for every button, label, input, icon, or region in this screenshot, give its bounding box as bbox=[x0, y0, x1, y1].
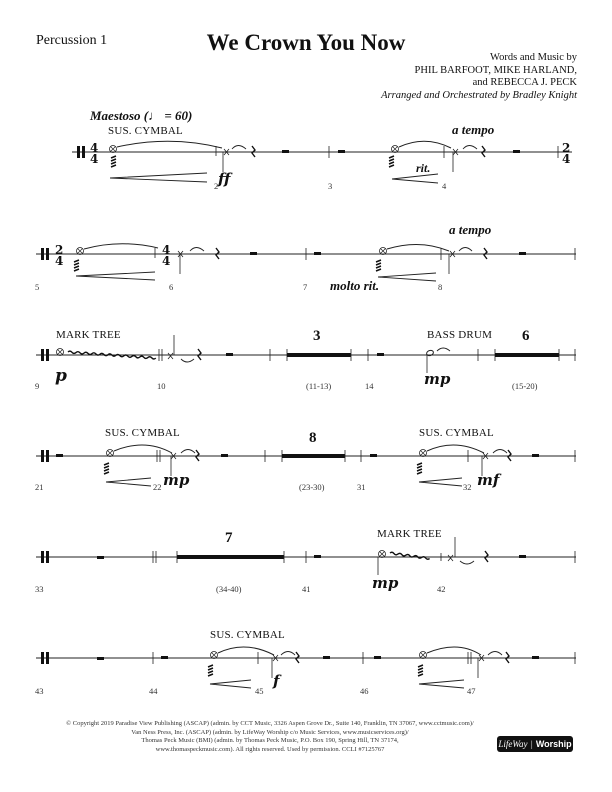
measure-number: 43 bbox=[35, 686, 44, 696]
measure-number: 41 bbox=[302, 584, 311, 594]
svg-text:4: 4 bbox=[55, 254, 64, 268]
tempo-text: Maestoso (♩ = 60) bbox=[90, 108, 193, 123]
measure-number: 4 bbox=[442, 181, 447, 191]
svg-text:2: 2 bbox=[55, 243, 64, 257]
instrument-label: SUS. CYMBAL bbox=[210, 629, 285, 641]
svg-text:4: 4 bbox=[562, 152, 571, 166]
copyright-notice bbox=[0, 720, 540, 754]
measure-number: 14 bbox=[365, 381, 374, 391]
dynamic-mf: mf bbox=[477, 471, 500, 489]
measure-number: 7 bbox=[303, 282, 308, 292]
measure-number: 46 bbox=[360, 686, 369, 696]
staff-system-3 bbox=[0, 323, 612, 393]
logo-right-text: Worship bbox=[535, 739, 572, 749]
copyright-line: Van Ness Press, Inc. (ASCAP) (admin. by LifeWay Worship c/o Music Services, www.musicservices.org)/ bbox=[131, 728, 409, 736]
measure-number: 45 bbox=[255, 686, 264, 696]
instrument-label: SUS. CYMBAL bbox=[105, 427, 180, 439]
credits-composers: PHIL BARFOOT, MIKE HARLAND, bbox=[414, 64, 577, 76]
logo-left-text: LifeWay bbox=[498, 739, 528, 749]
logo-divider: | bbox=[530, 739, 533, 749]
measure-number: 2 bbox=[214, 181, 219, 191]
multirest-range: (34-40) bbox=[216, 584, 242, 594]
lifeway-worship-logo bbox=[497, 736, 573, 752]
dynamic-ff: ff bbox=[218, 170, 231, 188]
measure-number: 32 bbox=[463, 482, 472, 492]
staff-system-1 bbox=[0, 120, 612, 200]
measure-number: 10 bbox=[157, 381, 166, 391]
measure-number: 21 bbox=[35, 482, 44, 492]
credits-composers-2: and REBECCA J. PECK bbox=[472, 77, 577, 88]
svg-text:4: 4 bbox=[90, 141, 99, 155]
multirest-count: 8 bbox=[309, 430, 317, 446]
credits-words-music: Words and Music by bbox=[490, 52, 577, 63]
multirest-count: 6 bbox=[522, 328, 530, 344]
dynamic-p: p bbox=[55, 366, 67, 386]
measure-number: 33 bbox=[35, 584, 44, 594]
staff-system-6 bbox=[0, 626, 612, 696]
svg-text:4: 4 bbox=[162, 243, 171, 257]
copyright-line: Thomas Peck Music (BMI) (admin. by Thomas Peck Music, P.O. Box 190, Spring Hill, TN 37174, bbox=[141, 737, 399, 744]
measure-number: 44 bbox=[149, 686, 158, 696]
svg-text:2: 2 bbox=[562, 141, 571, 155]
instrument-label: SUS. CYMBAL bbox=[419, 427, 494, 439]
dynamic-mp: mp bbox=[372, 574, 399, 592]
svg-text:4: 4 bbox=[162, 254, 171, 268]
a-tempo-marking: a tempo bbox=[449, 222, 492, 237]
dynamic-mp: mp bbox=[163, 471, 190, 489]
song-title: We Crown You Now bbox=[206, 30, 406, 55]
instrument-label: SUS. CYMBAL bbox=[108, 125, 183, 137]
dynamic-mp: mp bbox=[424, 370, 451, 388]
multirest-range: (15-20) bbox=[512, 381, 538, 391]
multirest-count: 7 bbox=[225, 530, 233, 546]
measure-number: 6 bbox=[169, 282, 174, 292]
credits-block bbox=[381, 52, 577, 102]
copyright-line: www.thomaspeckmusic.com). All rights reserved. Used by permission. CCLI #7125767 bbox=[155, 745, 385, 753]
measure-number: 8 bbox=[438, 282, 443, 292]
multirest-range: (23-30) bbox=[299, 482, 325, 492]
staff-system-5 bbox=[0, 525, 612, 595]
instrument-label: MARK TREE bbox=[377, 528, 442, 540]
rit-marking: rit. bbox=[416, 161, 431, 175]
credits-arranger: Arranged and Orchestrated by Bradley Knight bbox=[381, 89, 577, 101]
measure-number: 3 bbox=[328, 181, 333, 191]
measure-number: 22 bbox=[153, 482, 162, 492]
measure-number: 42 bbox=[437, 584, 446, 594]
molto-rit-marking: molto rit. bbox=[330, 278, 380, 293]
instrument-label: MARK TREE bbox=[56, 329, 121, 341]
measure-number: 5 bbox=[35, 282, 40, 292]
staff-system-4 bbox=[0, 424, 612, 494]
measure-number: 9 bbox=[35, 381, 40, 391]
instrument-label: BASS DRUM bbox=[427, 329, 493, 341]
staff-system-2 bbox=[0, 222, 612, 292]
part-name: Percussion 1 bbox=[36, 33, 108, 48]
dynamic-f: f bbox=[273, 672, 280, 690]
svg-text:4: 4 bbox=[90, 152, 99, 166]
multirest-range: (11-13) bbox=[306, 381, 332, 391]
multirest-count: 3 bbox=[313, 328, 321, 344]
measure-number: 31 bbox=[357, 482, 366, 492]
measure-number: 47 bbox=[467, 686, 476, 696]
a-tempo-marking: a tempo bbox=[452, 122, 495, 137]
copyright-line: © Copyright 2019 Paradise View Publishing (ASCAP) (admin. by CCT Music, 3326 Aspen Grove Dr., Suite 140, Franklin, TN 37067, www.cctmusic.com)/ bbox=[66, 720, 474, 727]
